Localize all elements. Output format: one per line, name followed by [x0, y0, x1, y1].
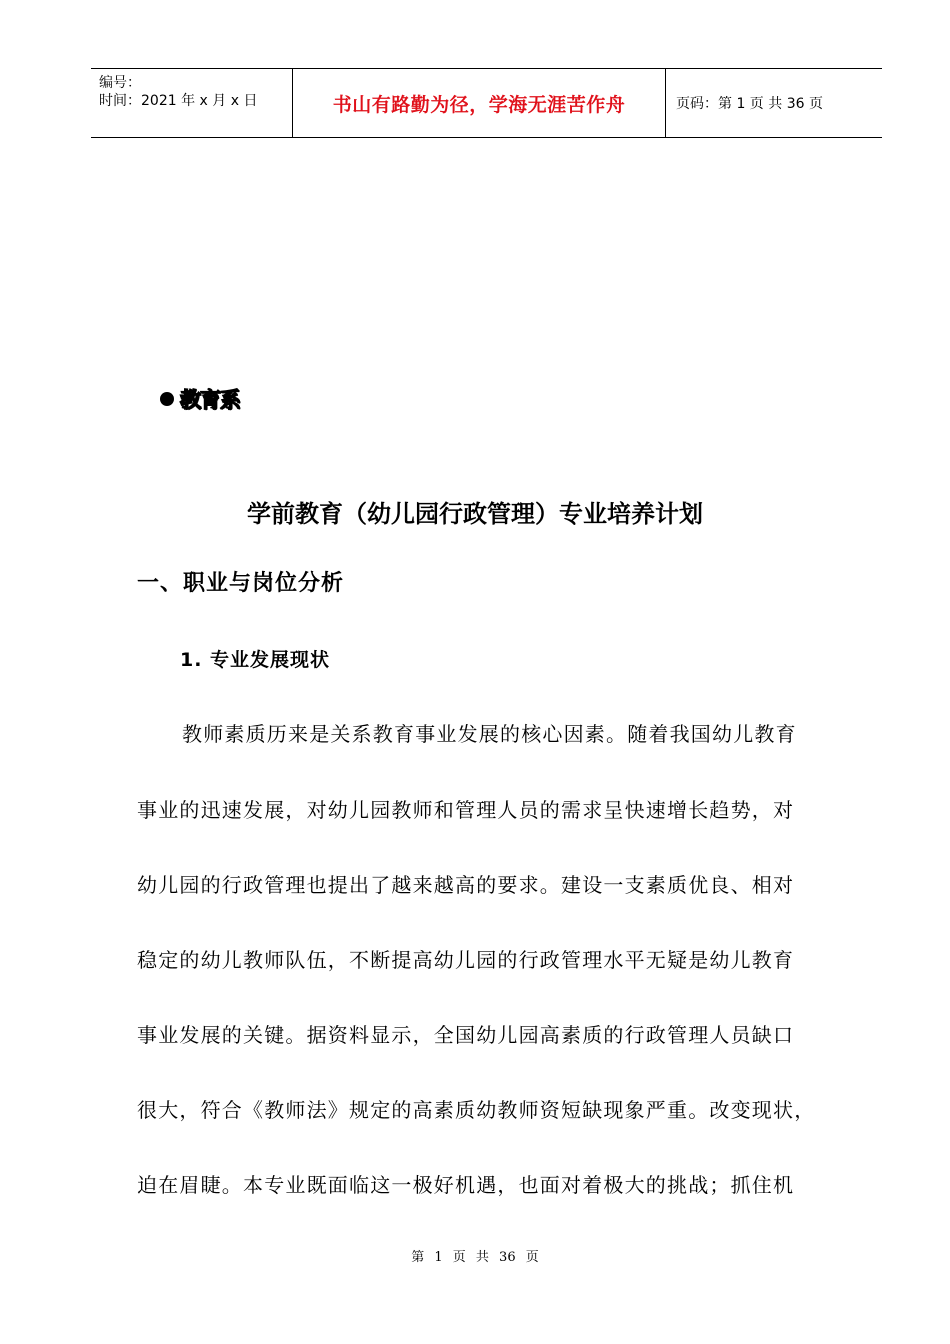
paragraph-line: 很大，符合《教师法》规定的高素质幼教师资短缺现象严重。改变现状， — [137, 1098, 816, 1122]
subsection-title: 1. 专业发展现状 — [180, 649, 331, 671]
motto-text: 书山有路勤为径，学海无涯苦作舟 — [332, 93, 626, 116]
section-title: 一、职业与岗位分析 — [137, 571, 345, 596]
page-code: 页码：第 1 页 共 36 页 — [676, 96, 823, 112]
header-meta-cell — [91, 69, 293, 137]
paragraph-line: 教师素质历来是关系教育事业发展的核心因素。随着我国幼儿教育 — [182, 722, 797, 746]
date-label: 时间：2021 年 x 月 x 日 — [99, 93, 258, 109]
page-header — [91, 68, 882, 138]
department-heading — [160, 384, 240, 414]
paragraph-line: 稳定的幼儿教师队伍，不断提高幼儿园的行政管理水平无疑是幼儿教育 — [137, 948, 795, 972]
paragraph-line: 事业的迅速发展，对幼儿园教师和管理人员的需求呈快速增长趋势，对 — [137, 798, 795, 822]
paragraph-line: 迫在眉睫。本专业既面临这一极好机遇，也面对着极大的挑战；抓住机 — [137, 1173, 795, 1197]
header-motto-cell — [293, 69, 666, 137]
paragraph-line: 幼儿园的行政管理也提出了越来越高的要求。建设一支素质优良、相对 — [137, 873, 795, 897]
serial-number-label: 编号： — [99, 75, 141, 91]
paragraph-line: 事业发展的关键。据资料显示，全国幼儿园高素质的行政管理人员缺口 — [137, 1023, 795, 1047]
department-name: 教育系 — [180, 388, 240, 412]
header-page-cell — [666, 69, 882, 137]
document-title: 学前教育（幼儿园行政管理）专业培养计划 — [247, 500, 703, 528]
page-footer: 第 1 页 共 36 页 — [411, 1250, 539, 1265]
bullet-icon — [160, 392, 174, 406]
